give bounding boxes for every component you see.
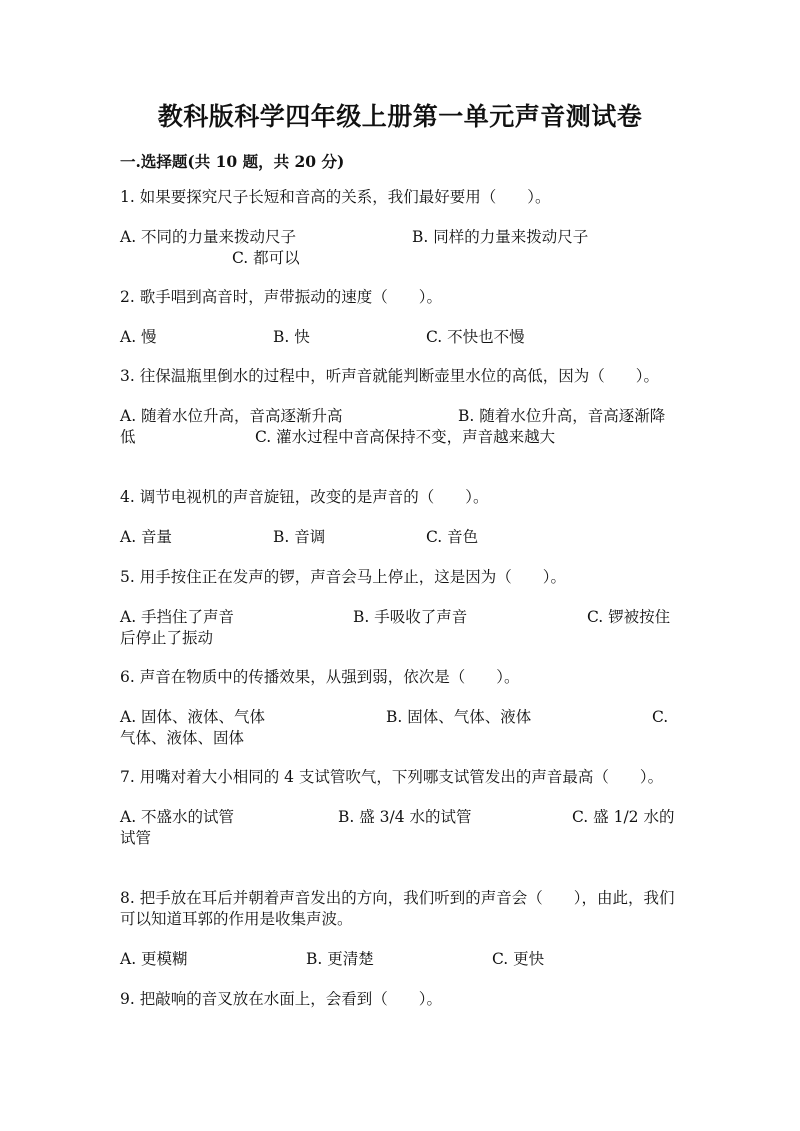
option-a[interactable]: A. 音量: [120, 528, 173, 546]
question-stem: 2. 歌手唱到高音时，声带振动的速度（ ）。: [120, 288, 442, 306]
question-4: [120, 487, 680, 548]
option-list: [120, 707, 680, 749]
option-b[interactable]: B. 随着水位升高，音高逐渐降: [458, 407, 666, 425]
option-b[interactable]: B. 音调: [273, 528, 326, 546]
option-c[interactable]: C. 不快也不慢: [426, 328, 525, 346]
option-a[interactable]: A. 慢: [120, 328, 157, 346]
option-c[interactable]: C. 锣被按住: [587, 608, 671, 626]
option-a[interactable]: A. 手挡住了声音: [120, 608, 235, 626]
option-b-continued: 低: [120, 428, 136, 446]
option-a[interactable]: A. 不同的力量来拨动尺子: [120, 228, 297, 246]
question-stem: 9. 把敲响的音叉放在水面上，会看到（ ）。: [120, 990, 442, 1008]
section-heading: 一.选择题(共 10 题，共 20 分): [120, 152, 345, 171]
option-c[interactable]: C. 更快: [492, 950, 545, 968]
option-c[interactable]: C. 灌水过程中音高保持不变，声音越来越大: [255, 428, 556, 446]
question-stem: 4. 调节电视机的声音旋钮，改变的是声音的（ ）。: [120, 488, 489, 506]
option-c[interactable]: C. 盛 1/2 水的: [572, 808, 675, 826]
option-c-continued: 气体、液体、固体: [120, 729, 245, 747]
question-1: [120, 187, 680, 269]
option-b[interactable]: B. 同样的力量来拨动尺子: [412, 228, 589, 246]
option-c-continued: 后停止了振动: [120, 629, 214, 647]
option-c[interactable]: C. 音色: [426, 528, 479, 546]
option-a[interactable]: A. 固体、液体、气体: [120, 708, 266, 726]
option-list: [120, 527, 680, 548]
page-title: 教科版科学四年级上册第一单元声音测试卷: [157, 102, 643, 131]
question-5: [120, 567, 680, 649]
option-a[interactable]: A. 不盛水的试管: [120, 808, 235, 826]
option-list: [120, 227, 680, 269]
option-list: [120, 807, 680, 849]
option-list: [120, 607, 680, 649]
question-6: [120, 667, 680, 749]
option-list: [120, 327, 680, 348]
question-stem: 6. 声音在物质中的传播效果，从强到弱，依次是（ ）。: [120, 668, 520, 686]
option-a[interactable]: A. 更模糊: [120, 950, 188, 968]
option-b[interactable]: B. 固体、气体、液体: [386, 708, 532, 726]
option-list: [120, 406, 680, 448]
option-c-continued: 试管: [120, 829, 152, 847]
question-3: [120, 366, 680, 448]
option-list: [120, 949, 680, 970]
question-stem: 1. 如果要探究尺子长短和音高的关系，我们最好要用（ ）。: [120, 188, 551, 206]
question-stem: 7. 用嘴对着大小相同的 4 支试管吹气，下列哪支试管发出的声音最高（ ）。: [120, 768, 664, 786]
question-stem: 8. 把手放在耳后并朝着声音发出的方向，我们听到的声音会（ ），由此，我们可以知道耳郭的作用是收集声波。: [120, 889, 675, 928]
option-c[interactable]: C. 都可以: [232, 249, 300, 267]
option-b[interactable]: B. 手吸收了声音: [353, 608, 468, 626]
option-b[interactable]: B. 盛 3/4 水的试管: [338, 808, 472, 826]
question-stem: 3. 往保温瓶里倒水的过程中，听声音就能判断壶里水位的高低，因为（ ）。: [120, 367, 659, 385]
question-8: [120, 888, 680, 970]
option-a[interactable]: A. 随着水位升高，音高逐渐升高: [120, 407, 343, 425]
question-stem: 5. 用手按住正在发声的锣，声音会马上停止，这是因为（ ）。: [120, 568, 566, 586]
option-b[interactable]: B. 更清楚: [306, 950, 374, 968]
option-c[interactable]: C.: [652, 708, 669, 726]
question-9: [120, 989, 680, 1010]
option-b[interactable]: B. 快: [273, 328, 310, 346]
question-2: [120, 287, 680, 348]
question-7: [120, 767, 680, 849]
